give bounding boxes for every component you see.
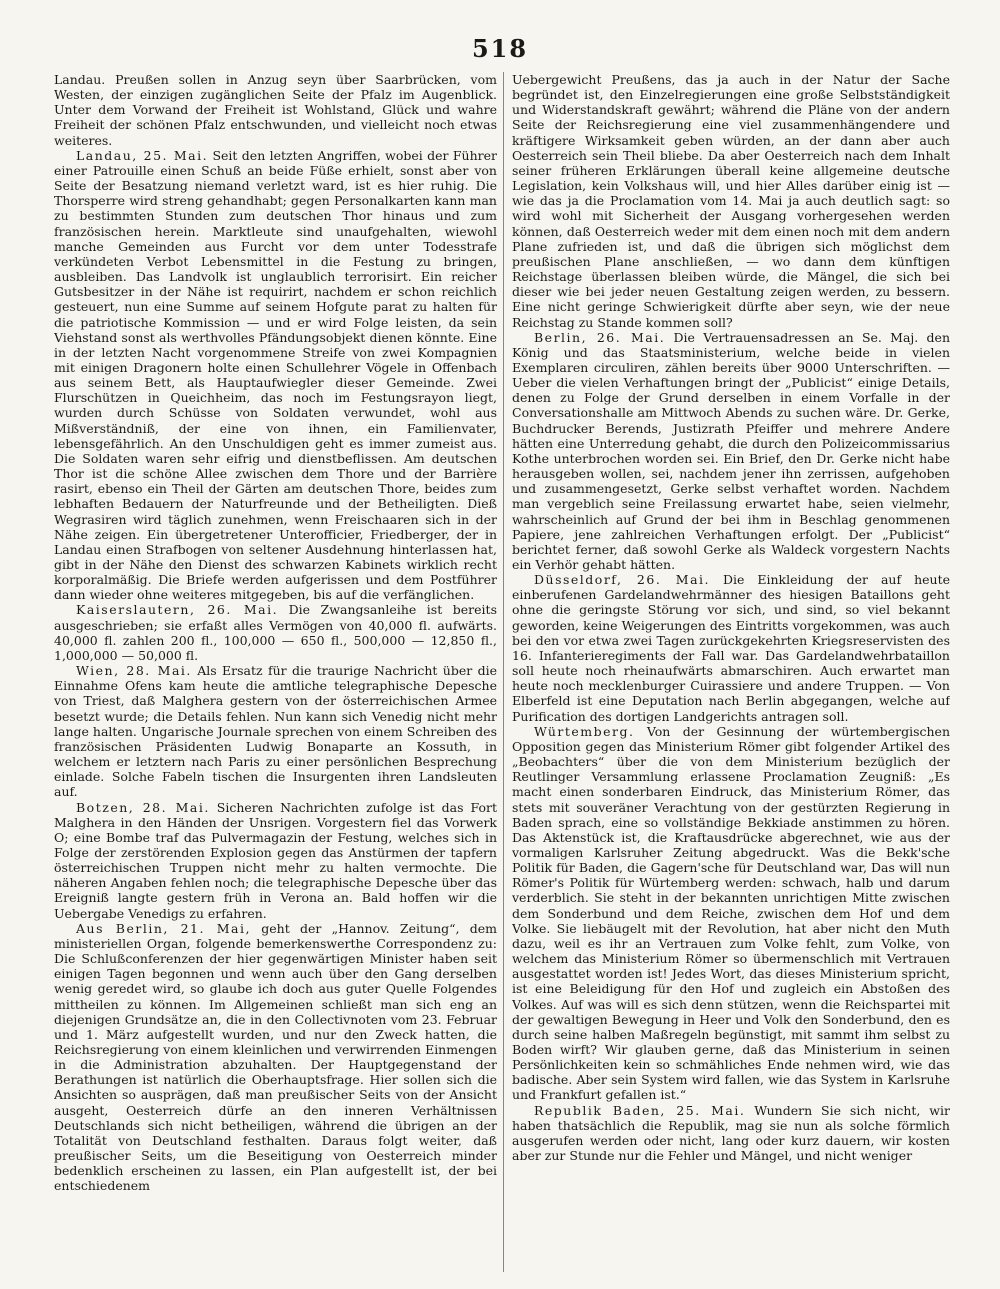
article-text: Die Einkleidung der auf heute einberufenen Gardelandwehrmänner des hiesigen Bataillons geht ohne die geringste Störung vor sich, und sind, so viel bekannt geworden, keine Weigerungen des Eintritts vorgekommen, was auch bei den vor etwa zwei Tagen zurückgekehrten Kriegsreservisten des 16. Infanterieregiments der Fall war. Das Gardelandwehrbataillon soll heute noch rheinaufwärts abmarschiren. Auch erwartet man heute noch mecklenburger Cuirassiere und andere Truppen. — Von Elberfeld ist eine Deputation nach Berlin abgegangen, welche auf Purification des dortigen Landgerichts antragen soll. <box>512 572 950 724</box>
article-paragraph <box>512 72 950 330</box>
article-paragraph <box>512 572 950 724</box>
left-column <box>54 72 497 1272</box>
article-text: Die Zwangsanleihe ist bereits ausgeschrieben; sie erfaßt alles Vermögen von 40,000 fl. aufwärts. 40,000 fl. zahlen 200 fl., 100,000 — 650 fl., 500,000 — 12,850 fl., 1,000,000 — 50,000 fl. <box>54 602 497 663</box>
article-dateline: Wien, 28. Mai. <box>76 663 192 679</box>
article-paragraph <box>54 72 497 148</box>
article-text: Landau. Preußen sollen in Anzug seyn über Saarbrücken, vom Westen, der einzigen zugänglichen Seite der Pfalz im Augenblick. Unter dem Vorwand der Freiheit ist Wohlstand, Glück und wahre Freiheit der schönen Pfalz entschwunden, und vielleicht noch etwas weiteres. <box>54 72 497 148</box>
article-text: Seit den letzten Angriffen, wobei der Führer einer Patrouille einen Schuß an beide Füße erhielt, sonst aber von Seite der Besatzung niemand verletzt ward, ist es hier ruhig. Die Thorsperre wird streng gehandhabt; gegen Personalkarten kann man zu bestimmten Stunden zum deutschen Thor hinaus und zum französischen herein. Marktleute sind unaufgehalten, wiewohl manche Gemeinden aus Furcht vor dem unter Todesstrafe verkündeten Verbot Lebensmittel in die Festung zu bringen, ausbleiben. Das Landvolk ist unglaublich terrorisirt. Ein reicher Gutsbesitzer in der Nähe ist requirirt, nachdem er schon reichlich gesteuert, nun eine Summe auf seinem Hofgute parat zu halten für die patriotische Kommission — und er wird Folge leisten, da sein Viehstand sonst als werthvolles Pfändungsobjekt dienen könnte. Eine in der letzten Nacht vorgenommene Streife von zwei Kompagnien mit einigen Dragonern holte einen Schullehrer Vögele in Offenbach aus seinem Bett, als Hauptaufwiegler dieser Gemeinde. Zwei Flurschützen in Queichheim, das noch im Festungsrayon liegt, wurden durch Schüsse von Soldaten verwundet, wohl aus Mißverständniß, der eine von ihnen, ein Familienvater, lebensgefährlich. An den Unschuldigen geht es immer zumeist aus. Die Soldaten waren sehr eifrig und dienstbeflissen. Am deutschen Thor ist die schöne Allee zwischen dem Thore und der Barrière rasirt, ebenso ein Theil der Gärten am deutschen Thore, beides zum lebhaften Bedauern der Naturfreunde und der Betheiligten. Dieß Wegrasiren wird täglich zunehmen, wenn Freischaaren sich in der Nähe zeigen. Ein übergetretener Unterofficier, Friedberger, der in Landau einen Strafbogen von seltener Ausdehnung hinterlassen hat, gibt in der Nähe den Dienst des schwarzen Kabinets wirklich recht korporalmäßig. Die Briefe werden aufgerissen und dem Postführer dann wieder ohne weiteres mitgegeben, bis auf die verfänglichen. <box>54 147 497 603</box>
article-paragraph <box>54 148 497 603</box>
article-dateline: Kaiserslautern, 26. Mai. <box>76 602 279 618</box>
article-text: Sicheren Nachrichten zufolge ist das Fort Malghera in den Händen der Unsrigen. Vorgestern fiel das Vorwerk O; eine Bombe traf das Pulvermagazin der Festung, welches sich in Folge der zerstörenden Explosion gegen das Anstürmen der tapfern österreichischen Truppen nicht mehr zu halten vermochte. Die näheren Angaben fehlen noch; die telegraphische Depesche über das Ereigniß langte gestern früh in Verona an. Bald hoffen wir die Uebergabe Venedigs zu erfahren. <box>54 799 497 921</box>
article-text: geht der „Hannov. Zeitung“, dem ministeriellen Organ, folgende bemerkenswerthe Correspondenz zu: Die Schlußconferenzen der hier gegenwärtigen Minister haben seit einigen Tagen begonnen und wenn auch über den Gang derselben wenig geredet wird, so glaube ich doch aus guter Quelle Folgendes mittheilen zu können. Im Allgemeinen schließt man sich eng an diejenigen Grundsätze an, die in den Collectivnoten vom 23. Februar und 1. März aufgestellt wurden, und nur den Zweck hatten, die Reichsregierung von einem kleinlichen und verwirrenden Einmengen in die Administration abzuhalten. Der Hauptgegenstand der Berathungen ist natürlich die Oberhauptsfrage. Hier sollen sich die Ansichten so ausprägen, daß man preußischer Seits von der Ansicht ausgeht, Oesterreich dürfe an den inneren Verhältnissen Deutschlands sich nicht betheiligen, während die übrigen an der Totalität von Deutschland festhalten. Daraus folgt weiter, daß preußischer Seits, um die Beseitigung von Oesterreich minder bedenklich erscheinen zu lassen, ein Plan aufgestellt ist, der bei entschiedenem <box>54 920 497 1194</box>
article-dateline: Düsseldorf, 26. Mai. <box>534 572 711 588</box>
article-paragraph <box>54 602 497 663</box>
article-text: Von der Gesinnung der würtembergischen Opposition gegen das Ministerium Römer gibt folgender Artikel des „Beobachters“ über die von dem Ministerium bezüglich der Reutlinger Versammlung erlassene Proclamation Zeugniß: „Es macht einen sonderbaren Eindruck, das Ministerium Römer, das stets mit souveräner Verachtung von der gestürzten Regierung in Baden sprach, eine so vollständige Bekkiade anstimmen zu hören. Das Aktenstück ist, die Kraftausdrücke abgerechnet, wie aus der vormaligen Karlsruher Zeitung abgedruckt. Was die Bekk'sche Politik für Baden, die Gagern'sche für Deutschland war, Das will nun Römer's Politik für Würtemberg werden: schwach, halb und darum verderblich. Sie steht in der bekannten unrichtigen Mitte zwischen dem Sonderbund und dem Reiche, zwischen dem Hof und dem Volke. Sie liebäugelt mit der Revolution, hat aber nicht den Muth dazu, weil es ihr an Vertrauen zum Volke fehlt, zum Volke, von welchem das Ministerium Römer so übermenschlich mit Vertrauen ausgestattet worden ist! Jedes Wort, das dieses Ministerium spricht, ist eine Beleidigung für den Hof und zugleich ein Abstoßen des Volkes. Auf was will es sich denn stützen, wenn die Reichspartei mit der gewaltigen Bewegung in Heer und Volk den Sonderbund, den es durch seine halben Maßregeln begünstigt, mit sammt ihm selbst zu Boden wirft? Wir glauben gerne, daß das Ministerium in seinen Persönlichkeiten kein so schmähliches Ende nehmen wird, wie das badische. Aber sein System wird fallen, wie das System in Karlsruhe und Frankfurt gefallen ist.“ <box>512 723 950 1103</box>
article-dateline: Würtemberg. <box>534 723 635 739</box>
article-paragraph <box>54 921 497 1194</box>
article-paragraph <box>512 330 950 573</box>
article-dateline: Botzen, 28. Mai. <box>76 799 210 815</box>
article-paragraph <box>512 724 950 1103</box>
article-paragraph <box>54 800 497 921</box>
article-dateline: Landau, 25. Mai. <box>76 147 209 163</box>
column-divider <box>503 72 504 1272</box>
article-dateline: Aus Berlin, 21. Mai, <box>76 920 251 936</box>
article-paragraph <box>512 1103 950 1164</box>
article-text: Uebergewicht Preußens, das ja auch in der Natur der Sache begründet ist, den Einzelregierungen eine große Selbstständigkeit und Widerstandskraft gewährt; während die Pläne von der andern Seite der Reichsregierung eine viel zusammenhängendere und kräftigere Wirksamkeit geben würden, an der dann aber auch Oesterreich sein Theil bliebe. Da aber Oesterreich nach dem Inhalt seiner früheren Erklärungen überall keine allgemeine deutsche Legislation, kein Volkshaus will, und hier Alles darüber einig ist — wie das ja die Proclamation vom 14. Mai ja auch deutlich sagt: so wird wohl mit Sicherheit der Ausgang vorhergesehen werden können, daß Oesterreich weder mit dem einen noch mit dem andern Plane zufrieden ist, und daß die übrigen sich möglichst dem preußischen Plane anschließen, — wo dann dem künftigen Reichstage überlassen bleiben würde, die Mängel, die sich bei dieser wie bei jeder neuen Gestaltung zeigen werden, zu bessern. Eine nicht geringe Schwierigkeit dürfte aber seyn, wie der neue Reichstag zu Stande kommen soll? <box>512 72 950 330</box>
article-text: Die Vertrauensadressen an Se. Maj. den König und das Staatsministerium, welche beide in vielen Exemplaren circuliren, zählen bereits über 9000 Unterschriften. — Ueber die vielen Verhaftungen bringt der „Publicist“ einige Details, denen zu Folge der Grund derselben in einem Vorfalle in der Conversationshalle am Mittwoch Abends zu suchen wäre. Dr. Gerke, Buchdrucker Berends, Justizrath Pfeiffer und mehrere Andere hätten eine Unterredung gehabt, die durch den Polizeicommissarius Kothe unterbrochen worden sei. Ein Brief, den Dr. Gerke nicht habe herausgeben wollen, sei, nachdem jener ihn zerrissen, aufgehoben und zusammengesetzt, Gerke selbst verhaftet worden. Nachdem man vergeblich seine Freilassung erwartet habe, seien vielmehr, wahrscheinlich auf Grund der bei ihm in Beschlag genommenen Papiere, jene zahlreichen Verhaftungen erfolgt. Der „Publicist“ berichtet ferner, daß sowohl Gerke als Waldeck vorgestern Nachts ein Verhör gehabt hätten. <box>512 329 950 572</box>
article-text: Wundern Sie sich nicht, wir haben thatsächlich die Republik, mag sie nun als solche förmlich ausgerufen werden oder nicht, lang oder kurz dauern, wir kosten aber zur Stunde nur die Fehler und Mängel, und nicht weniger <box>512 1102 950 1164</box>
article-text: Als Ersatz für die traurige Nachricht über die Einnahme Ofens kam heute die amtliche telegraphische Depesche von Triest, daß Malghera gestern von der österreichischen Armee besetzt wurde; die Details fehlen. Nun kann sich Venedig nicht mehr lange halten. Ungarische Journale sprechen von einem Schreiben des französischen Präsidenten Ludwig Bonaparte an Kossuth, in welchem er letztern nach Paris zu einer persönlichen Besprechung einlade. Solche Fabeln tischen die Insurgenten ihren Landsleuten auf. <box>54 663 497 800</box>
article-dateline: Republik Baden, 25. Mai. <box>534 1102 746 1118</box>
page-number: 518 <box>471 34 529 63</box>
article-dateline: Berlin, 26. Mai. <box>534 329 666 345</box>
right-column <box>512 72 950 1272</box>
article-paragraph <box>54 663 497 799</box>
